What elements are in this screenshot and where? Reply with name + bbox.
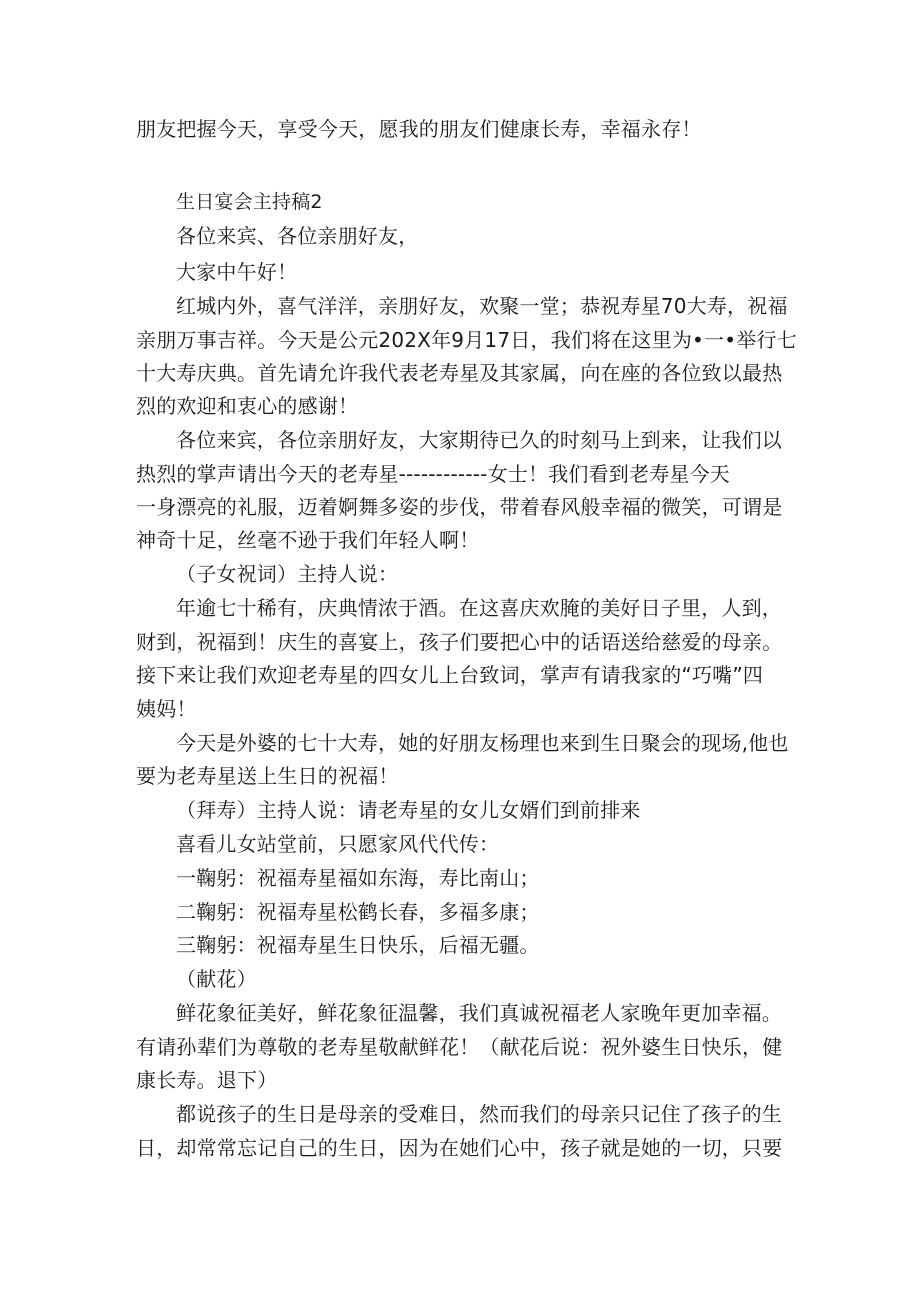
paragraph-line: 各位来宾、各位亲朋好友， [176,224,419,248]
paragraph-line: 神奇十足，丝毫不逊于我们年轻人啊！ [136,528,480,552]
paragraph-line: 二鞠躬：祝福寿星松鹤长春，多福多康； [176,900,540,924]
paragraph-line: 喜看儿女站堂前，只愿家风代代传： [176,832,500,856]
paragraph-line: 一鞠躬：祝福寿星福如东海，寿比南山； [176,866,540,890]
paragraph-line: 今天是外婆的七十大寿，她的好朋友杨理也来到生日聚会的现场,他也 [176,731,789,755]
paragraph-line: 财到，祝福到！庆生的喜宴上，孩子们要把心中的话语送给慈爱的母亲。 [136,630,783,654]
paragraph-line: （献花） [176,967,257,991]
paragraph-line: 年逾七十稀有，庆典情浓于酒。在这喜庆欢腌的美好日子里，人到， [176,596,782,620]
paragraph-line: 要为老寿星送上生日的祝福！ [136,764,399,788]
paragraph-line: 一身漂亮的礼服，迈着婀舞多姿的步伐，带着春风般幸福的微笑，可谓是 [136,495,783,519]
paragraph-line: 鲜花象征美好，鲜花象征温馨，我们真诚祝福老人家晚年更加幸福。 [176,1001,782,1025]
paragraph-line: 接下来让我们欢迎老寿星的四女儿上台致词，掌声有请我家的“巧嘴”四 [136,663,764,687]
paragraph-line: 朋友把握今天，享受今天，愿我的朋友们健康长寿，幸福永存！ [136,117,702,141]
paragraph-line: 都说孩子的生日是母亲的受难日，然而我们的母亲只记住了孩子的生 [176,1102,782,1126]
paragraph-line: 各位来宾，各位亲朋好友，大家期待已久的时刻马上到来，让我们以 [176,428,782,452]
paragraph-line: 姨妈！ [136,697,197,721]
paragraph-line: 日，却常常忘记自己的生日，因为在她们心中，孩子就是她的一切，只要 [136,1136,783,1160]
paragraph-line: 亲朋万事吉祥。今天是公元202X年9月17日，我们将在这里为•一•举行七 [136,328,797,352]
paragraph-line: 热烈的掌声请出今天的老寿星------------女士！我们看到老寿星今天 [136,462,731,486]
paragraph-line: 康长寿。退下） [136,1068,278,1092]
section-title: 生日宴会主持稿2 [176,191,323,213]
paragraph-line: 三鞠躬：祝福寿星生日快乐，后福无疆。 [176,933,540,957]
paragraph-line: 有请孙辈们为尊敬的老寿星敬献鲜花！（献花后说：祝外婆生日快乐，健 [136,1035,783,1059]
paragraph-line: 大家中午好！ [176,260,298,284]
paragraph-line: 红城内外，喜气洋洋，亲朋好友，欢聚一堂；恭祝寿星70大寿，祝福 [176,294,788,318]
paragraph-line: 十大寿庆典。首先请允许我代表老寿星及其家属，向在座的各位致以最热 [136,361,783,385]
paragraph-line: （子女祝词）主持人说： [176,562,399,586]
paragraph-line: （拜寿）主持人说：请老寿星的女儿女婿们到前排来 [176,798,641,822]
paragraph-line: 烈的欢迎和衷心的感谢！ [136,394,359,418]
